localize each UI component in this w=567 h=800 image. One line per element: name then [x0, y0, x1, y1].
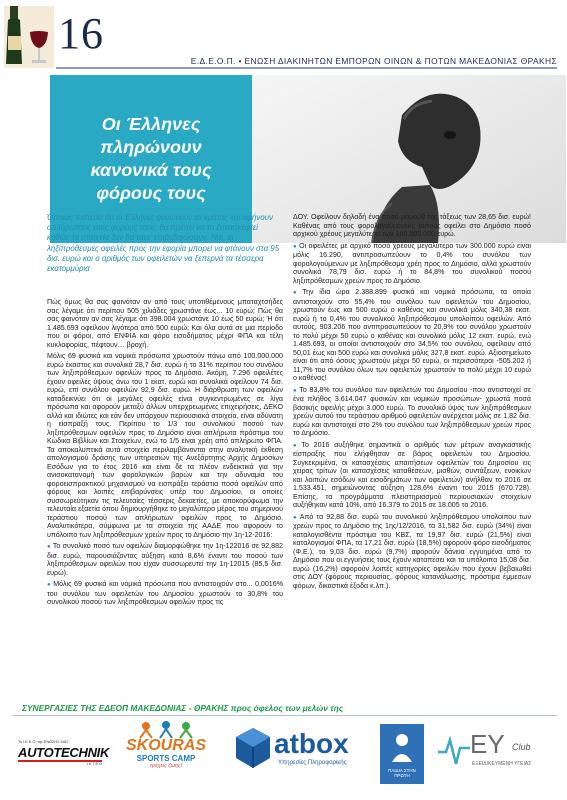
autotechnik-caption: Το Ι.Ε.Κ.Ο. της ΕΝΩΣΗΣ ΜΑΣ	[18, 740, 69, 744]
bullet-item: ● Μόλις 69 φυσικά και νομικά πρόσωπα που αντιστοιχούν στο... 0,0016% του συνόλου των οφειλετών του Δημοσίου χρωστούν το 30,8% του συνολικού ποσού των ληξιπρόθεσμων οφειλών προς τις	[47, 580, 283, 607]
autotechnik-wordmark: AUTOTECHNIK	[18, 745, 110, 760]
footer-divider	[12, 715, 557, 716]
ey-club-text: Club	[512, 742, 531, 752]
bullet-item: ● Από τα 92,88 δισ. ευρώ του συνολικού ληξιπρόθεσμου υπολοίπου των χρεών προς το Δημόσιο της 1ης/12/2016, τα 31,582 δισ. ευρώ (34%) είναι καταλογισθέντα πρόστιμα του ΚΒΣ, τα 19,97 δισ. ευρώ (21,5%) είναι καταλογισμοί ΦΠΑ, τα 17,21 δισ. ευρώ (18,5%) αφορούν φόρο εισοδήματος (Φ.Ε.), τα 9,03 δισ. ευρώ (9,7%) αφορούν δάνεια εγγυημένα από το Δημόσιο που οι εγγυήσεις τους έχουν καταπέσει και τα υπόλοιπα 15,08 δισ. ευρώ (16,2%) αφορούν λοιπές κατηγορίες οφειλών που έχουν βεβαιωθεί στις ΔΟΥ (φόρους περιουσίας, φόρους κατανάλωσης, πρόστιμα έμμεσων φόρων, δικαστικά έξοδα κ.λπ.).	[293, 513, 531, 591]
heartbeat-icon	[436, 730, 472, 770]
page-number: 16	[58, 9, 104, 58]
ey-wordmark: EY	[470, 729, 505, 759]
header-divider	[56, 67, 557, 69]
skouras-subtitle: SPORTS CAMP	[136, 754, 196, 763]
camp-figures-icon	[118, 720, 214, 740]
bullet-item: ● Το 2016 αυξήθηκε σημαντικά ο αριθμός των μέτρων αναγκαστικής είσπραξης που ελήφθησαν σε βάρος οφειλετών του Δημοσίου. Συγκεκριμένα, οι κατασχέσεις απαιτήσεων οφειλετών του Δημοσίου εις χείρας τρίτων (οι κατασχέσεις καταθέσεων, μισθών, συντάξεων, ενοικίων και λοιπών εσόδων και εισοδημάτων των οφειλετών) ανήλθαν το 2016 σε 1.533.451, σημειώνοντας αύξηση 128,6% έναντι του 2015 (670.728). Επίσης, τα προγράμματα πλειστηριασμού περιουσιακών στοιχείων αυξήθηκαν κατά 10%, από 16.379 το 2015 σε 18.005 το 2016.	[293, 441, 531, 510]
skouras-sports-camp-logo[interactable]	[118, 720, 214, 790]
paragraph: Πώς όμως θα σας φαινόταν αν από τους υποτιθέμενους μπαταχτσήδες σας λέγαμε ότι περίπου 505 χιλιάδες χρωστάνε έως... 10 ευρώ; Πώς θα σας φαινόταν αν σας λέγαμε ότι 398.004 χρωστάνε 10 έως 50 ευρώ; Ή ότι 1.485.693 οφείλουν λιγότερα από 500 ευρώ; Και όλα αυτά σε μια περίοδο που οι φόροι, από ΕΝΦΙΑ και φόρο εισοδήματος μέχρι ΦΠΑ και τέλη κυκλοφορίας, πέφτουν… βροχή.	[47, 298, 283, 349]
article-right-column	[293, 213, 531, 593]
wine-bottle-logo-icon	[4, 6, 54, 68]
bullet-item: ● Την ίδια ώρα 2.388.899 φυσικά και νομικά πρόσωπα, τα οποία αντιστοιχούν στο 55,4% του συνόλου των οφειλετών του Δημοσίου, χρωστούν έως και 500 ευρώ ο καθένας και συνολικά μόλις 340,38 εκατ. ευρώ ή το 0,4% του συνολικού ληξιπρόθεσμου υπολοίπου οφειλών. Από αυτούς, 903.206 που αντιπροσωπεύουν το 20,9% του συνόλου χρωστούν το πολύ μέχρι 50 ευρώ ο καθένας και συνολικά μόλις 12 εκατ. ευρώ, ενώ 1.485.693, οι οποίοι αντιστοιχούν στο 34,5% του συνόλου, οφείλουν από 50,01 έως και 500 ευρώ και συνολικά μόλις 327,8 εκατ. ευρώ. Αξιοσημείωτο είναι ότι από όσους χρωστούν μέχρι 50 ευρώ, οι περισσότεροι -505.202 ή 11,7% του συνόλου όλων των οφειλετών χρωστούν το πολύ μέχρι 10 ευρώ ο καθένας!	[293, 288, 531, 383]
paragraph: Μόλις 69 φυσικά και νομικά πρόσωπα χρωστούν πάνω από 100.000.000 ευρώ έκαστος και συνολικά 28,7 δισ. ευρώ ή το 31% περίπου του συνόλου των ληξιπρόθεσμων οφειλών προς το Δημόσιο. Ακόμη, 7.296 οφειλέτες έχουν οφειλές ύψους άνω του 1 εκατ. ευρώ και συνολικά οφείλουν 74 δισ. ευρώ, επί συνόλου οφειλών 92,9 δισ. ευρώ. Η διάρθρωση των οφειλών καταδεικνύει ότι οι μεγάλες οφειλές είναι συγκεντρωμένες σε λίγα πρόσωπα και αφορούν μεταξύ άλλων υπερχρεωμένες επιχειρήσεις, ΔΕΚΟ αλλά και ιδιώτες και εάν δεν υπάρχουν περιουσιακά στοιχεία, είναι αδύνατη η είσπραξή τους. Περίπου το 1/3 του συνολικού ποσού των ληξιπρόθεσμων οφειλών προς το Δημόσιο είναι απλήρωτα πρόστιμα του Κώδικα Βιβλίων και Στοιχείων, ενώ το 1/5 είναι χρέη από απλήρωτο ΦΠΑ. Τα αποκαλυπτικά αυτά στοιχεία περιλαμβάνονται στην αναλυτική έκθεση απολογισμού δράσης των υπηρεσιών της Ανεξάρτητης Αρχής Δημοσίων Εσόδων για το έτος 2016 και είναι δε τα πλέον ενδεικτικά για την ανισοκατανομή των φορολογικών βαρών και την αδυναμία του φοροεισπρακτικού μηχανισμού να εισπράξει τεράστια ποσά οφειλών από φόρους και λοιπές επιβαρύνσεις υπέρ του Δημοσίου, οι οποίες συσσωρεύτηκαν τις τελευταίες τέσσερις δεκαετίες, με αποκορύφωμα την τελευταία εξαετία όπου δημιουργήθηκε το μεγαλύτερο μέρος του σημερινού τεράστιου ποσού των απλήρωτων οφειλών προς το Δημόσιο. Αναλυτικότερα, σύμφωνα με τα στοιχεία της ΑΑΔΕ που αφορούν το υπόλοιπο των ληξιπρόθεσμων χρεών προς το Δημόσιο την 1η-12-2016:	[47, 352, 283, 539]
paragraph: ΔΟΥ. Οφείλουν δηλαδή ένα ποσό μαμούθ της τάξεως των 28,65 δισ. ευρώ! Καθένας από τους φορολογούμενους αυτούς οφείλει στο Δημόσιο ποσό αρχικού χρέους μεγαλύτερο των 100.000.000 ευρώ.	[293, 213, 531, 238]
autotechnik-logo[interactable]	[18, 740, 110, 774]
publication-title: Ε.Δ.Ε.Ο.Π. • ΕΝΩΣΗ ΔΙΑΚΙΝΗΤΩΝ ΕΜΠΟΡΩΝ ΟΙΝΩΝ & ΠΟΤΩΝ ΜΑΚΕΔΟΝΙΑΣ ΘΡΑΚΗΣ	[190, 56, 557, 66]
charity-label: ΠΑΙΔΙΑ ΣΤΗΝ ΠΡΩΤΗ	[388, 768, 416, 778]
bullet-item: ● Οι οφειλέτες με αρχικό ποσό χρέους μεγαλύτερο των 300.000 ευρώ είναι μόλις 16.290, αντιπροσωπεύουν το 0,4% του συνόλου των φορολογούμενων με ληξιπρόθεσμα χρέη προς το Δημόσιο, αλλά χρωστούν συνολικά 78,79 δισ. ευρώ ή το 84,8% του συνολικού ποσού ληξιπρόθεσμων χρεών προς το Δημόσιο.	[293, 242, 531, 286]
bullet-item: ● Το 83,8% του συνόλου των οφειλετών του Δημοσίου -που αντιστοιχεί σε ένα πλήθος 3.614.047 φυσικών και νομικών προσώπων- χρωστά ποσά βασικής οφειλής μέχρι 3.000 ευρώ. Το συνολικό ύψος των ληξιπρόθεσμων χρεών αυτού του τεράστιου αριθμού οφειλετών ανέρχεται μόλις σε 1,82 δισ. ευρώ και αντιστοιχεί στο 2% του συνόλου των ληξιπρόθεσμων χρεών προς το Δημόσιο.	[293, 386, 531, 438]
article-intro: Όποιος πιστεύει ότι οι Έλληνες φεσώνουν το κράτος και αφήνουν απλήρωτους τους φόρους τους, θα πρέπει να το ξανασκεφτεί καθώς τα στοιχεία δεν θα τους επιβεβαιώσουν. Ναι, οι ληξιπρόθεσμες οφειλές προς την εφορία μπορεί να φτάνουν στα 95 δισ. ευρώ και ο αριθμός των οφειλετών να ξεπερνά τα τέσσερα εκατομμύρια	[47, 213, 280, 274]
atbox-wordmark: atbox	[274, 728, 349, 759]
ey-subtitle: ΕΞΕΙΔΙΚΕΥΜΕΝΗ ΥΓΕΙΑΣ	[472, 761, 532, 767]
article-title: Οι Έλληνες πληρώνουν κανονικά τους φόρους τους	[90, 114, 212, 203]
skouras-name: SKOURAS	[125, 737, 206, 754]
ey-club-logo[interactable]	[436, 728, 558, 774]
atbox-cube-icon	[234, 726, 272, 770]
sponsors-heading: ΣΥΝΕΡΓΑΣΙΕΣ ΤΗΣ ΕΔΕΟΠ ΜΑΚΕΔΟΝΙΑΣ - ΘΡΑΚΗΣ προς όφελος των μελών της	[22, 703, 344, 713]
autotechnik-tag: I.K.T.E.O	[86, 762, 102, 766]
skouras-tagline: τρέχεις ζωής!	[149, 763, 183, 769]
article-left-column	[47, 298, 283, 610]
atbox-logo[interactable]	[234, 726, 374, 776]
child-figure-icon	[380, 728, 424, 768]
children-charity-logo[interactable]	[380, 724, 424, 784]
bullet-item: ● Το συνολικό ποσό των οφειλών διαμορφώθηκε την 1η-122016 σε 92,882 δισ. ευρώ, παρουσιάζοντας αύξηση κατά 8,6% έναντι του ποσού των ληξιπρόθεσμων οφειλών που είχαν συσσωρευτεί την 1η-12015 (85,5 δισ. ευρώ).	[47, 542, 283, 577]
atbox-subtitle: Υπηρεσίες Πληροφορικής	[278, 760, 347, 766]
